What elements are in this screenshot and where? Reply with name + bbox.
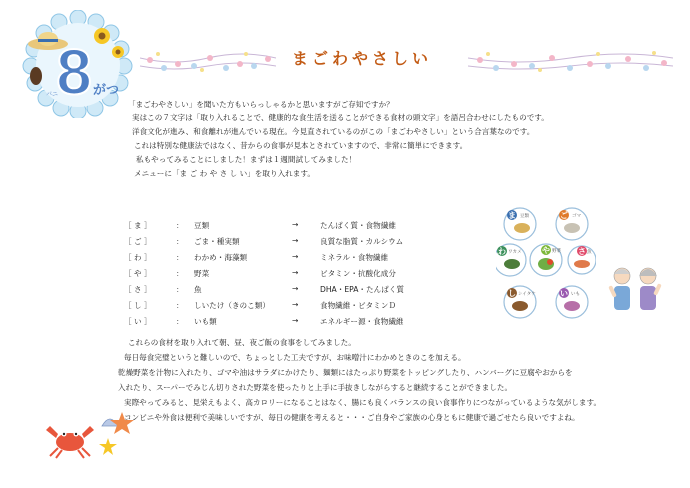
intro-line: これは特別な健康法ではなく、昔からの食事が見本とされていますので、非常に簡単にできます。 [134, 141, 468, 150]
intro-line: 私もやってみることにしました！まずは１週間試してみました！ [136, 155, 357, 164]
starfish-icon [99, 412, 134, 455]
arrow-icon: → [292, 252, 299, 261]
row-nutrient: DHA・EPA・たんぱく質 [320, 285, 404, 294]
row-key: ［ わ ］ [124, 253, 152, 262]
row-key: ［ い ］ [124, 317, 152, 326]
row-key: ［ さ ］ [124, 285, 152, 294]
diagram-label: シイタケ [518, 292, 536, 297]
row-nutrient: 食物繊維・ビタミンＤ [320, 301, 396, 310]
elderly-couple-illustration [606, 262, 664, 316]
row-colon: ： [176, 285, 184, 294]
row-nutrient: エネルギー源・食物繊維 [320, 317, 404, 326]
diagram-char: ま [508, 211, 516, 220]
diagram-char: い [560, 289, 568, 298]
month-suffix: がつ [92, 83, 120, 98]
row-food: ごま・種実類 [194, 237, 240, 246]
body-line: 入れたり、スーパーでみじん切りされた野菜を使ったりと上手に手抜きしながらすると継続することができました。 [118, 383, 513, 392]
diagram-char: ご [560, 211, 568, 220]
arrow-icon: → [292, 220, 299, 229]
diagram-label: 野菜 [552, 249, 561, 254]
intro-line: 実はこの７文字は「取り入れることで、健康的な食生活を送ることができる食材の頭文字」を語呂合わせにしたものです。 [132, 113, 549, 122]
body-line: コンビニや外食は便利で美味しいですが、毎日の健康を考えると・・・ご自身やご家族の心身ともに健康で過ごせたら良いですよね。 [124, 413, 580, 422]
diagram-char: わ [498, 247, 506, 256]
row-key: ［ し ］ [124, 301, 152, 310]
row-colon: ： [176, 301, 184, 310]
body-line: 実際やってみると、見栄えもよく、高カロリーになることはなく、腸にも良くバランスの良い食事作りにつながっているような気がします。 [124, 398, 602, 407]
row-key: ［ や ］ [124, 269, 152, 278]
row-food: いも類 [194, 317, 217, 326]
intro-line: 「まごわやさしい」を聞いた方もいらっしゃるかと思いますがご存知ですか？ [128, 100, 394, 109]
row-food: 豆類 [194, 221, 210, 230]
beetle-icon [30, 67, 42, 85]
arrow-icon: → [292, 300, 299, 309]
row-food: わかめ・海藻類 [194, 253, 248, 262]
row-key: ［ ま ］ [124, 221, 152, 230]
row-colon: ： [176, 317, 184, 326]
page-title: まごわやさしい [292, 49, 433, 68]
row-colon: ： [176, 269, 184, 278]
body-line: 毎日毎食完璧というと難しいので、ちょっとした工夫ですが、お味噌汁にわかめときのこを加える。 [124, 353, 466, 362]
diagram-label: ワカメ [508, 250, 522, 255]
intro-line: メニューに「ま ご わ や さ し い」を取り入れます。 [134, 169, 315, 178]
food-circle-diagram [496, 204, 596, 328]
row-colon: ： [176, 221, 184, 230]
flower-garland-left [140, 44, 276, 78]
arrow-icon: → [292, 316, 299, 325]
arrow-icon: → [292, 236, 299, 245]
body-line: 乾燥野菜を汁物に入れたり、ゴマや油はサラダにかけたり、麺類にはたっぷり野菜をトッピングしたり、ハンバーグに豆腐やおからを [118, 368, 573, 377]
row-food: 魚 [194, 285, 202, 294]
arrow-icon: → [292, 284, 299, 293]
row-nutrient: たんぱく質・食物繊維 [320, 221, 396, 230]
diagram-char: や [542, 246, 550, 255]
diagram-label: 魚 [587, 250, 592, 255]
diagram-label: ゴマ [572, 214, 581, 219]
row-nutrient: ビタミン・抗酸化成分 [320, 269, 396, 278]
row-nutrient: ミネラル・食物繊維 [320, 253, 389, 262]
body-line: これらの食材を取り入れて朝、昼、夜ご飯の食事をしてみました。 [128, 338, 356, 347]
intro-line: 洋食文化が進み、和食離れが進んでいる現在。今見直されているのがこの「まごわやさしい」という合言葉なのです。 [132, 127, 535, 136]
crab-icon [46, 426, 94, 458]
row-food: 野菜 [194, 269, 210, 278]
arrow-icon: → [292, 268, 299, 277]
flower-garland-right [468, 44, 673, 78]
row-colon: ： [176, 237, 184, 246]
row-key: ［ ご ］ [124, 237, 152, 246]
row-colon: ： [176, 253, 184, 262]
august-badge [22, 10, 134, 118]
row-nutrient: 良質な脂質・カルシウム [320, 237, 404, 246]
diagram-char: し [508, 289, 516, 298]
diagram-label: 豆類 [520, 214, 529, 219]
diagram-char: さ [578, 247, 586, 256]
month-number: 8 [56, 36, 92, 108]
crab-and-shells-decoration [42, 404, 138, 462]
row-food: しいたけ（きのこ類） [194, 301, 270, 310]
badge-small-label: バニ [45, 91, 59, 98]
diagram-label: いも [571, 292, 580, 297]
